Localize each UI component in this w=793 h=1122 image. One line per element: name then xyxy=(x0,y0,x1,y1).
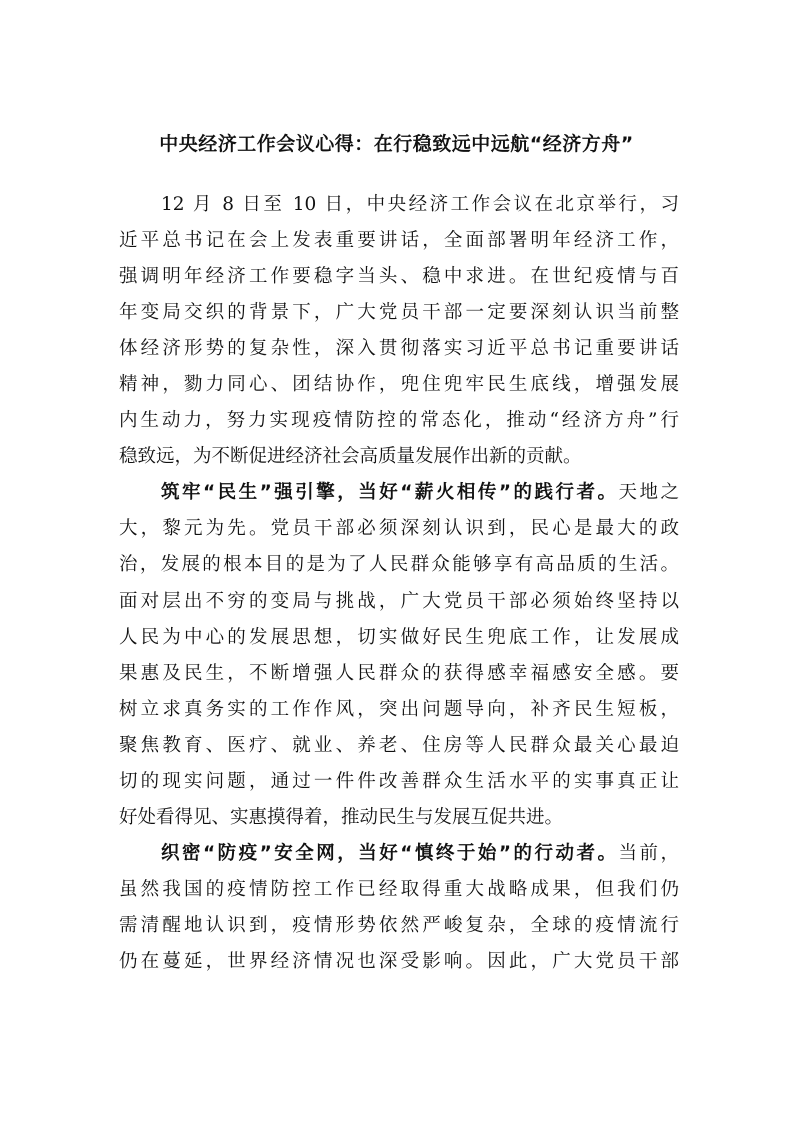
paragraph-line: 果惠及民生，不断增强人民群众的获得感幸福感安全感。要 xyxy=(119,662,679,684)
document-title: 中央经济工作会议心得：在行稳致远中远航“经济方舟” xyxy=(159,133,634,155)
paragraph-heading: 筑牢“民生”强引擎，当好“薪火相传”的践行者。 xyxy=(161,482,619,504)
paragraph-first-line xyxy=(119,836,679,872)
paragraph-line: 仍在蔓延，世界经济情况也深受影响。因此，广大党员干部 xyxy=(119,950,679,972)
paragraph-line: 强调明年经济工作要稳字当头、稳中求进。在世纪疫情与百 xyxy=(119,266,679,288)
paragraph-line: 治，发展的根本目的是为了人民群众能够享有高品质的生活。 xyxy=(119,554,679,576)
paragraph-line: 虽然我国的疫情防控工作已经取得重大战略成果，但我们仍 xyxy=(119,878,679,900)
paragraph-text: 当前， xyxy=(618,842,679,864)
paragraph-line: 12 月 8 日至 10 日，中央经济工作会议在北京举行，习 xyxy=(161,194,679,215)
paragraph-3 xyxy=(119,836,679,980)
document-body xyxy=(119,187,679,980)
paragraph-line: 好处看得见、实惠摸得着，推动民生与发展互促共进。 xyxy=(119,806,564,828)
paragraph-line: 切的现实问题，通过一件件改善群众生活水平的实事真正让 xyxy=(119,770,679,792)
paragraph-text: 天地之 xyxy=(618,482,679,504)
paragraph-line: 面对层出不穷的变局与挑战，广大党员干部必须始终坚持以 xyxy=(119,590,679,612)
paragraph-line: 聚焦教育、医疗、就业、养老、住房等人民群众最关心最迫 xyxy=(119,734,679,756)
paragraph-line: 体经济形势的复杂性，深入贯彻落实习近平总书记重要讲话 xyxy=(119,338,679,360)
paragraph-line: 人民为中心的发展思想，切实做好民生兜底工作，让发展成 xyxy=(119,626,679,648)
paragraph-line: 精神，勠力同心、团结协作，兜住兜牢民生底线，增强发展 xyxy=(119,374,679,396)
paragraph-line: 大，黎元为先。党员干部必须深刻认识到，民心是最大的政 xyxy=(119,518,679,540)
paragraph-line: 年变局交织的背景下，广大党员干部一定要深刻认识当前整 xyxy=(119,302,679,324)
paragraph-line: 树立求真务实的工作作风，突出问题导向，补齐民生短板， xyxy=(119,698,679,720)
paragraph-line: 稳致远，为不断促进经济社会高质量发展作出新的贡献。 xyxy=(119,446,582,468)
paragraph-1 xyxy=(119,187,679,475)
paragraph-line: 需清醒地认识到，疫情形势依然严峻复杂，全球的疫情流行 xyxy=(119,914,679,936)
paragraph-first-line xyxy=(119,475,679,511)
paragraph-line: 近平总书记在会上发表重要讲话，全面部署明年经济工作， xyxy=(119,230,679,252)
paragraph-line: 内生动力，努力实现疫情防控的常态化，推动“经济方舟”行 xyxy=(119,410,679,432)
paragraph-heading: 织密“防疫”安全网，当好“慎终于始”的行动者。 xyxy=(161,842,619,864)
paragraph-2 xyxy=(119,475,679,835)
